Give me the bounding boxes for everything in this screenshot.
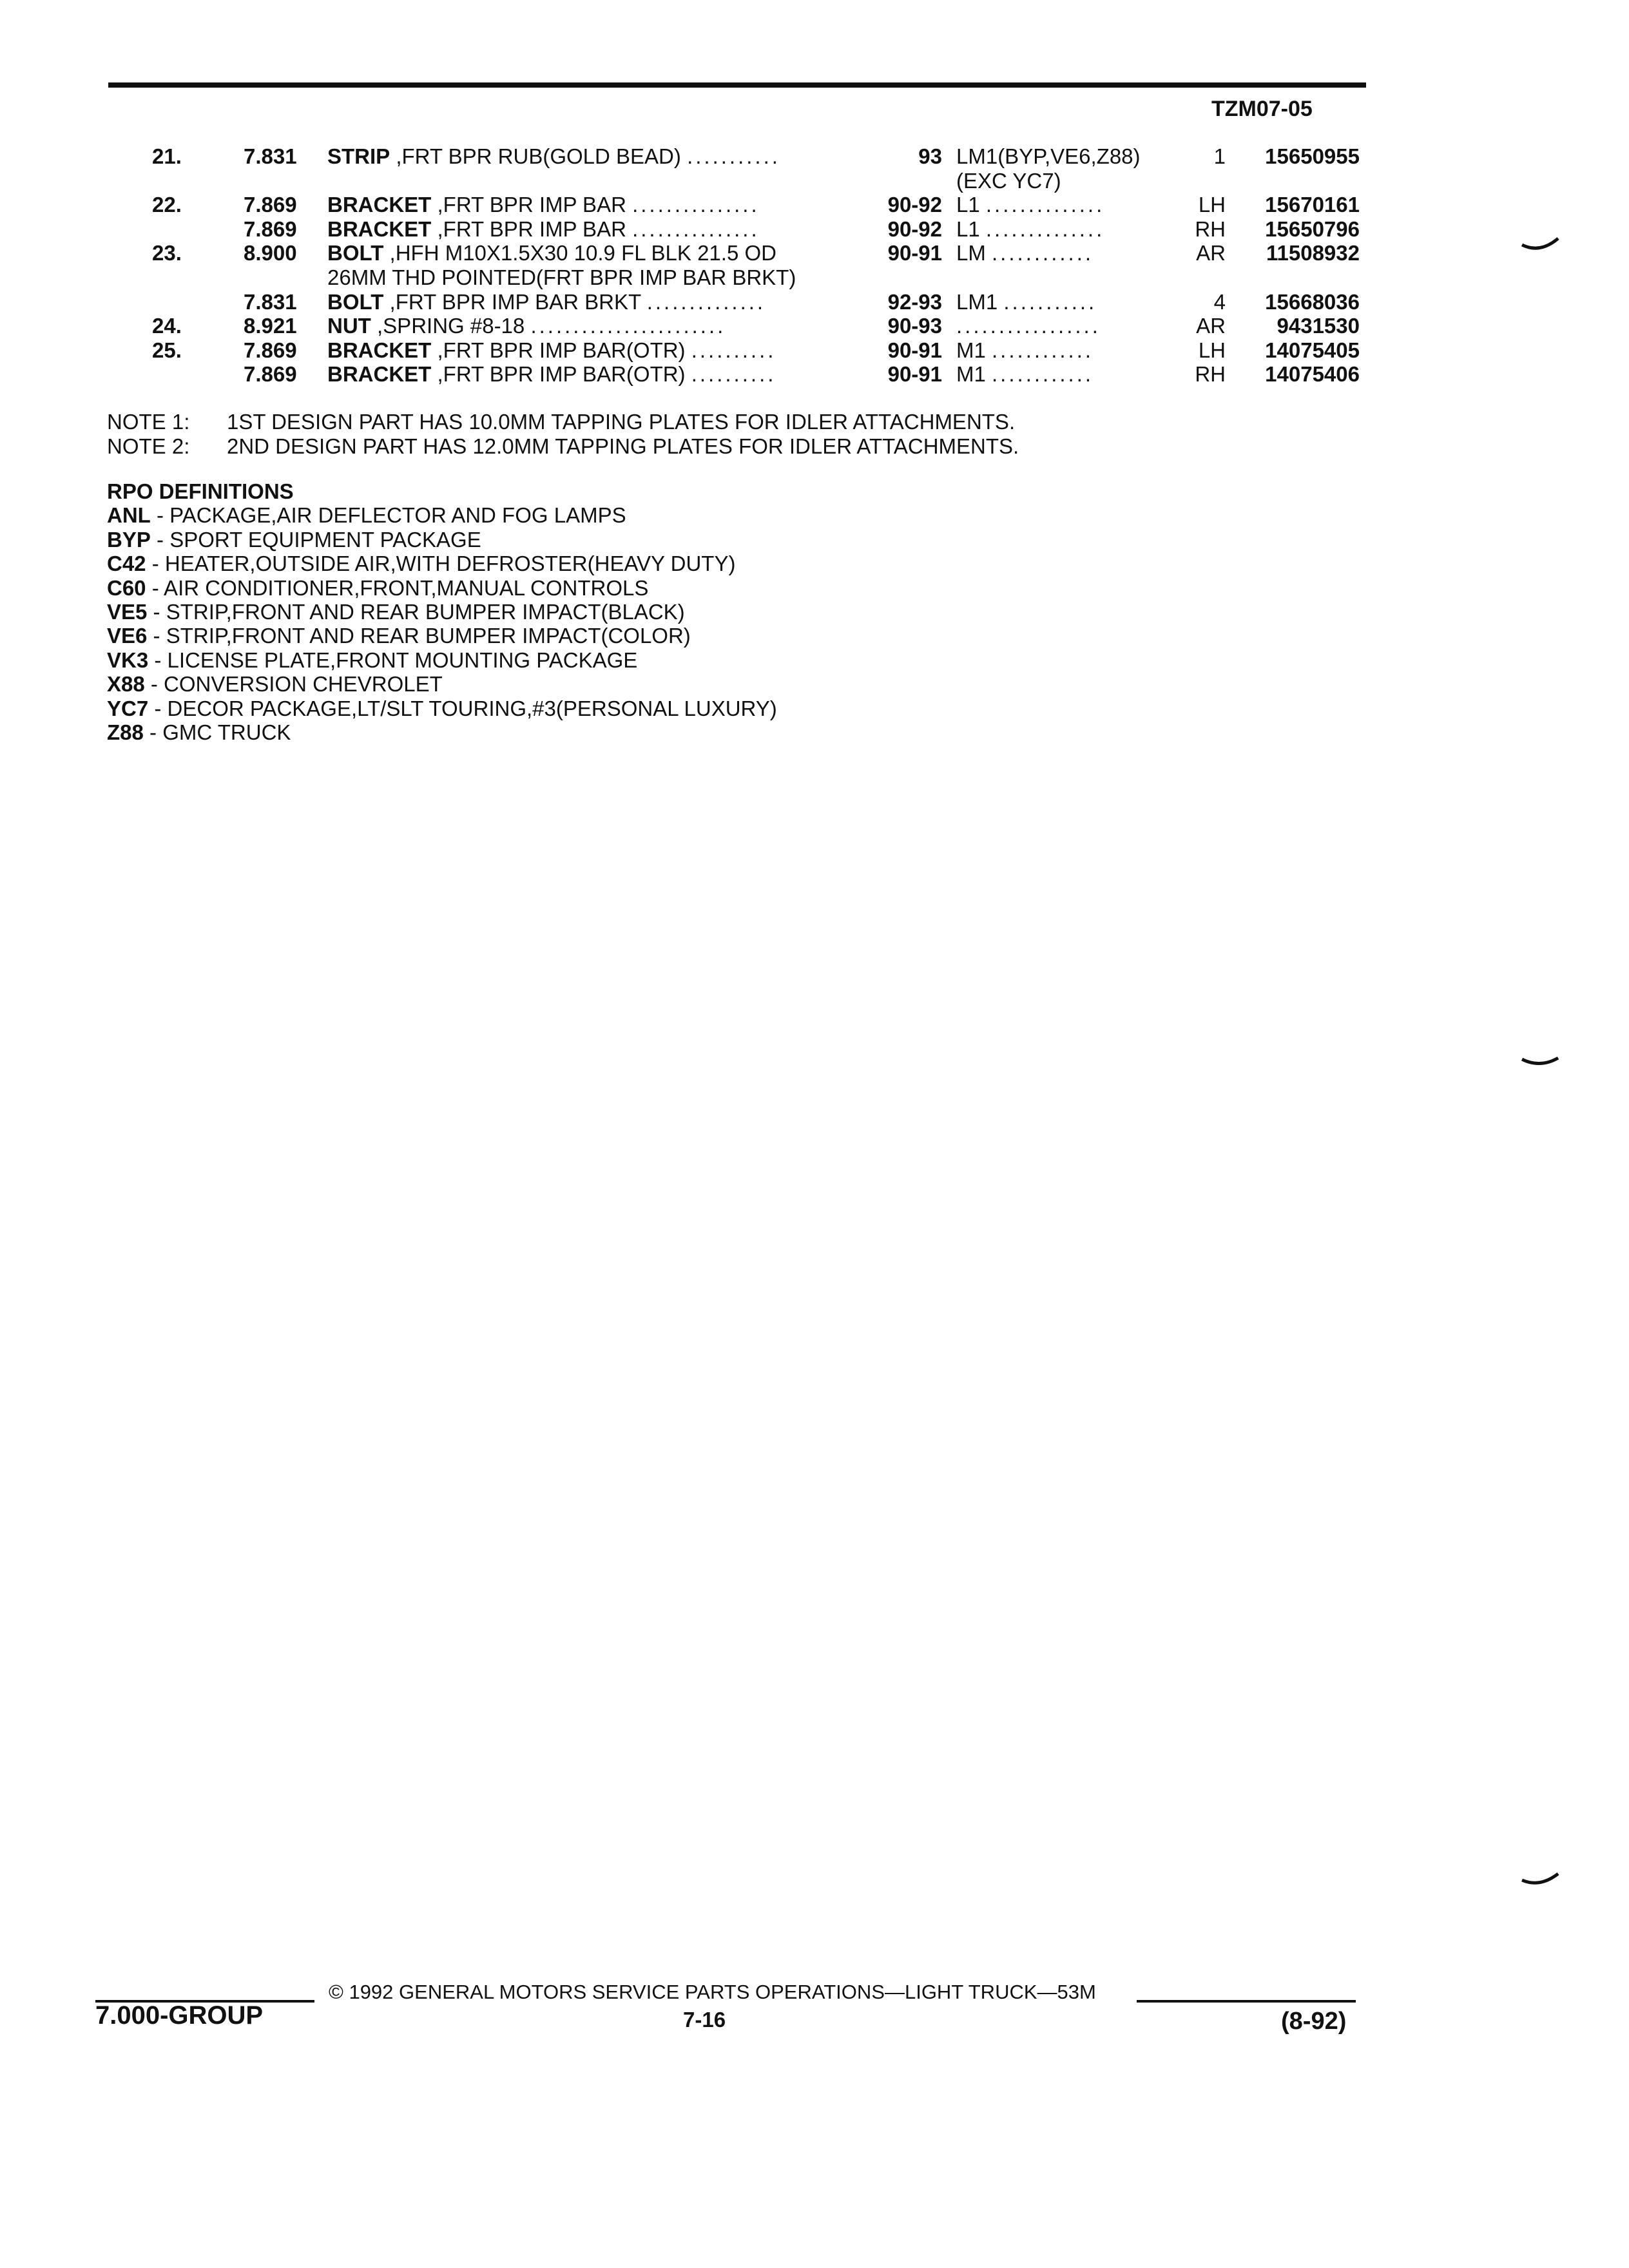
group-number: 7.831 bbox=[244, 289, 297, 314]
part-desc-text: ,FRT BPR RUB(GOLD BEAD) bbox=[396, 144, 681, 168]
model-code: M1 bbox=[956, 338, 986, 362]
page-number: 7-16 bbox=[683, 2008, 726, 2032]
part-name: BRACKET bbox=[327, 362, 432, 387]
quantity: RH bbox=[1195, 216, 1226, 241]
rpo-text: - CONVERSION CHEVROLET bbox=[150, 672, 443, 697]
rpo-code: C42 bbox=[107, 552, 146, 576]
model-years: 90-92 bbox=[887, 193, 942, 217]
table-row bbox=[0, 338, 1629, 363]
leader-dots: ................. bbox=[956, 314, 1101, 338]
group-number: 7.869 bbox=[244, 338, 297, 362]
rpo-code: VE5 bbox=[107, 600, 148, 624]
rpo-text: - SPORT EQUIPMENT PACKAGE bbox=[157, 527, 481, 552]
model-code: LM1(BYP,VE6,Z88) bbox=[956, 144, 1141, 168]
footer-date: (8-92) bbox=[1281, 2008, 1347, 2035]
part-number: 15668036 bbox=[1265, 289, 1360, 314]
part-desc-text: ,FRT BPR IMP BAR(OTR) bbox=[437, 338, 686, 362]
item-number: 23. bbox=[152, 241, 182, 265]
rpo-item bbox=[107, 624, 777, 648]
rpo-text: - HEATER,OUTSIDE AIR,WITH DEFROSTER(HEAVY DUTY) bbox=[151, 552, 736, 576]
note bbox=[107, 434, 1019, 459]
item-number: 21. bbox=[152, 144, 182, 168]
leader-dots: ............ bbox=[992, 338, 1094, 362]
part-description bbox=[327, 241, 851, 265]
table-row bbox=[0, 362, 1629, 387]
model-usage bbox=[956, 241, 1175, 265]
part-description bbox=[327, 338, 851, 363]
model-years: 93 bbox=[918, 144, 942, 168]
rpo-text: - PACKAGE,AIR DEFLECTOR AND FOG LAMPS bbox=[157, 503, 626, 528]
rpo-text: - GMC TRUCK bbox=[149, 720, 291, 745]
binder-mark-icon bbox=[1521, 1871, 1559, 1890]
model-usage bbox=[956, 314, 1175, 338]
binder-mark-icon bbox=[1521, 236, 1559, 255]
model-usage bbox=[956, 338, 1175, 363]
leader-dots: ....................... bbox=[530, 314, 726, 338]
part-desc-text: ,SPRING #8-18 bbox=[377, 314, 525, 338]
rpo-item bbox=[107, 503, 777, 527]
model-usage bbox=[956, 144, 1175, 169]
rpo-item bbox=[107, 697, 777, 720]
part-desc-text: ,FRT BPR IMP BAR bbox=[437, 216, 626, 241]
quantity: 4 bbox=[1213, 289, 1226, 314]
part-description bbox=[327, 265, 851, 290]
rpo-code: VE6 bbox=[107, 624, 148, 648]
table-row bbox=[0, 265, 1629, 290]
note-label: NOTE 2: bbox=[107, 434, 190, 458]
part-number: 15650955 bbox=[1265, 144, 1360, 168]
group-number: 7.831 bbox=[244, 144, 297, 168]
group-number: 7.869 bbox=[244, 362, 297, 387]
group-number: 7.869 bbox=[244, 193, 297, 217]
part-description bbox=[327, 217, 851, 242]
leader-dots: ............... bbox=[632, 216, 760, 241]
leader-dots: .......... bbox=[691, 338, 776, 362]
part-desc-text: ,HFH M10X1.5X30 10.9 FL BLK 21.5 OD bbox=[389, 241, 776, 265]
item-number: 25. bbox=[152, 338, 182, 362]
rpo-text: - LICENSE PLATE,FRONT MOUNTING PACKAGE bbox=[154, 648, 638, 672]
group-number: 7.869 bbox=[244, 216, 297, 241]
parts-table bbox=[0, 144, 1629, 387]
footer-right-rule bbox=[1137, 2000, 1356, 2003]
part-number: 14075406 bbox=[1265, 362, 1360, 387]
group-number: 8.900 bbox=[244, 241, 297, 265]
part-description bbox=[327, 362, 851, 387]
model-years: 92-93 bbox=[887, 289, 942, 314]
model-years: 90-92 bbox=[887, 216, 942, 241]
leader-dots: .............. bbox=[985, 216, 1105, 241]
part-description bbox=[327, 193, 851, 217]
part-name: BRACKET bbox=[327, 216, 432, 241]
rpo-code: C60 bbox=[107, 575, 146, 600]
part-name: STRIP bbox=[327, 144, 390, 168]
model-years: 90-91 bbox=[887, 338, 942, 362]
part-name: BOLT bbox=[327, 241, 384, 265]
part-number: 15650796 bbox=[1265, 216, 1360, 241]
item-number: 24. bbox=[152, 314, 182, 338]
quantity: AR bbox=[1196, 314, 1226, 338]
binder-mark-icon bbox=[1521, 1054, 1559, 1073]
model-code: M1 bbox=[956, 362, 986, 387]
part-desc-text: ,FRT BPR IMP BAR bbox=[437, 193, 626, 217]
leader-dots: .......... bbox=[691, 362, 776, 387]
part-desc-text: ,FRT BPR IMP BAR BRKT bbox=[389, 289, 641, 314]
model-code: (EXC YC7) bbox=[956, 168, 1061, 193]
table-row bbox=[0, 144, 1629, 169]
quantity: 1 bbox=[1213, 144, 1226, 168]
part-name: BRACKET bbox=[327, 193, 432, 217]
part-name: BRACKET bbox=[327, 338, 432, 362]
footer-group: 7.000-GROUP bbox=[95, 2001, 264, 2030]
table-row bbox=[0, 314, 1629, 338]
part-description bbox=[327, 290, 851, 314]
model-code: L1 bbox=[956, 193, 980, 217]
model-code: L1 bbox=[956, 216, 980, 241]
leader-dots: .............. bbox=[646, 289, 766, 314]
part-number: 14075405 bbox=[1265, 338, 1360, 362]
rpo-item bbox=[107, 672, 777, 696]
rpo-text: - STRIP,FRONT AND REAR BUMPER IMPACT(BLACK) bbox=[153, 600, 685, 624]
rpo-code: ANL bbox=[107, 503, 151, 528]
model-usage bbox=[956, 362, 1175, 387]
model-usage bbox=[956, 193, 1175, 217]
model-code: LM1 bbox=[956, 289, 998, 314]
model-usage bbox=[956, 290, 1175, 314]
table-row bbox=[0, 290, 1629, 314]
leader-dots: ........... bbox=[1003, 289, 1097, 314]
leader-dots: ............... bbox=[632, 193, 760, 217]
part-name: NUT bbox=[327, 314, 371, 338]
rpo-item bbox=[107, 528, 777, 552]
note-label: NOTE 1: bbox=[107, 410, 190, 434]
model-years: 90-93 bbox=[887, 314, 942, 338]
table-row bbox=[0, 217, 1629, 242]
part-number: 11508932 bbox=[1266, 241, 1360, 265]
rpo-title: RPO DEFINITIONS bbox=[107, 479, 294, 503]
rpo-text: - DECOR PACKAGE,LT/SLT TOURING,#3(PERSONAL LUXURY) bbox=[154, 696, 777, 720]
part-description bbox=[327, 314, 851, 338]
rpo-item bbox=[107, 576, 777, 600]
item-number: 22. bbox=[152, 193, 182, 217]
top-rule bbox=[108, 82, 1366, 88]
quantity: RH bbox=[1195, 362, 1226, 387]
rpo-item bbox=[107, 648, 777, 672]
rpo-code: BYP bbox=[107, 527, 151, 552]
part-number: 9431530 bbox=[1277, 314, 1360, 338]
model-years: 90-91 bbox=[887, 241, 942, 265]
group-number: 8.921 bbox=[244, 314, 297, 338]
quantity: AR bbox=[1196, 241, 1226, 265]
part-desc-text: ,FRT BPR IMP BAR(OTR) bbox=[437, 362, 686, 387]
table-row bbox=[0, 241, 1629, 265]
leader-dots: .............. bbox=[985, 193, 1105, 217]
quantity: LH bbox=[1198, 193, 1226, 217]
quantity: LH bbox=[1198, 338, 1226, 362]
rpo-text: - AIR CONDITIONER,FRONT,MANUAL CONTROLS bbox=[151, 575, 649, 600]
model-usage bbox=[956, 217, 1175, 242]
page-code: TZM07-05 bbox=[1211, 97, 1313, 121]
table-row bbox=[0, 169, 1629, 193]
note bbox=[107, 410, 1019, 434]
rpo-item bbox=[107, 720, 777, 744]
rpo-code: Z88 bbox=[107, 720, 144, 745]
model-years: 90-91 bbox=[887, 362, 942, 387]
part-description bbox=[327, 144, 851, 169]
footer-copyright: © 1992 GENERAL MOTORS SERVICE PARTS OPERATIONS—LIGHT TRUCK—53M bbox=[329, 1981, 1096, 2003]
leader-dots: ............ bbox=[992, 241, 1094, 265]
notes-section bbox=[107, 410, 1019, 459]
rpo-code: YC7 bbox=[107, 696, 149, 720]
rpo-item bbox=[107, 552, 777, 575]
rpo-code: X88 bbox=[107, 672, 145, 697]
rpo-item bbox=[107, 600, 777, 624]
leader-dots: ............ bbox=[992, 362, 1094, 387]
model-code: LM bbox=[956, 241, 986, 265]
rpo-definitions bbox=[107, 479, 777, 744]
part-desc-text: 26MM THD POINTED(FRT BPR IMP BAR BRKT) bbox=[327, 265, 796, 289]
model-usage bbox=[956, 169, 1175, 193]
note-text: 1ST DESIGN PART HAS 10.0MM TAPPING PLATES FOR IDLER ATTACHMENTS. bbox=[227, 410, 1016, 434]
part-name: BOLT bbox=[327, 289, 384, 314]
note-text: 2ND DESIGN PART HAS 12.0MM TAPPING PLATES FOR IDLER ATTACHMENTS. bbox=[227, 434, 1019, 458]
table-row bbox=[0, 193, 1629, 217]
part-number: 15670161 bbox=[1265, 193, 1360, 217]
rpo-code: VK3 bbox=[107, 648, 149, 672]
leader-dots: ........... bbox=[687, 144, 780, 168]
rpo-text: - STRIP,FRONT AND REAR BUMPER IMPACT(COLOR) bbox=[153, 624, 691, 648]
